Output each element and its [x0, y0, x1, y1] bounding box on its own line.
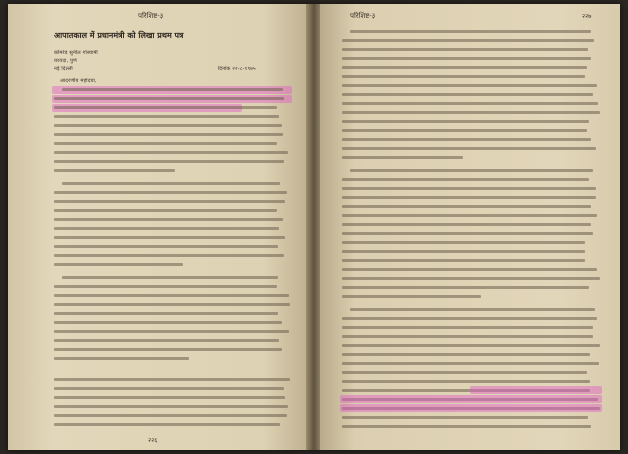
right-page — [320, 4, 620, 450]
text-line — [54, 254, 284, 257]
right-running-head: परिशिष्ट-३ — [350, 12, 376, 20]
text-line — [54, 378, 290, 381]
text-line — [54, 294, 289, 297]
text-line — [54, 405, 288, 408]
text-line — [342, 196, 596, 199]
text-line — [342, 223, 591, 226]
text-line — [54, 330, 289, 333]
text-line — [54, 191, 287, 194]
text-line — [62, 276, 278, 279]
left-page-number: २२६ — [148, 437, 158, 444]
text-line — [54, 423, 280, 426]
text-line — [342, 353, 590, 356]
text-line — [54, 133, 283, 136]
text-line — [62, 88, 283, 91]
text-line — [54, 303, 290, 306]
text-line — [342, 241, 585, 244]
text-line — [342, 286, 589, 289]
text-line — [342, 178, 589, 181]
chapter-title: आपातकाल में प्रधानमंत्री को लिखा प्रथम पत्र — [54, 30, 184, 40]
text-line — [342, 102, 598, 105]
text-line — [342, 344, 600, 347]
text-line — [54, 263, 183, 266]
text-line — [342, 250, 585, 253]
text-line — [342, 416, 588, 419]
text-line — [342, 326, 593, 329]
text-line — [54, 236, 285, 239]
date-line: दिनांक २२-८-१९७५ — [218, 66, 256, 72]
book-spread — [8, 4, 620, 450]
highlighted-passage — [470, 386, 602, 394]
text-line — [54, 312, 278, 315]
text-line — [54, 142, 277, 145]
text-line — [54, 124, 282, 127]
text-line — [342, 317, 597, 320]
left-running-head: परिशिष्ट-३ — [138, 12, 164, 20]
text-line — [54, 357, 189, 360]
text-line — [54, 227, 279, 230]
text-line — [350, 308, 595, 311]
text-line — [54, 387, 284, 390]
text-line — [54, 348, 282, 351]
text-line — [54, 106, 277, 109]
text-line — [342, 268, 597, 271]
text-line — [54, 209, 277, 212]
text-line — [342, 295, 481, 298]
text-line — [342, 371, 587, 374]
text-line — [342, 205, 591, 208]
text-line — [54, 245, 278, 248]
highlighted-passage — [340, 395, 602, 403]
text-line — [342, 156, 463, 159]
text-line — [342, 48, 588, 51]
right-page-number: २२७ — [582, 13, 592, 20]
text-line — [342, 147, 596, 150]
text-line — [54, 396, 285, 399]
text-line — [54, 339, 279, 342]
highlighted-passage — [340, 404, 602, 412]
text-line — [54, 160, 284, 163]
text-line — [342, 39, 594, 42]
text-line — [342, 187, 596, 190]
text-line — [342, 120, 589, 123]
text-line — [62, 182, 280, 185]
text-line — [342, 93, 593, 96]
sender-name: कॉमरेड सुनील गोस्वामी — [54, 50, 98, 56]
text-line — [54, 285, 277, 288]
text-line — [54, 414, 287, 417]
text-line — [342, 57, 591, 60]
text-line — [342, 232, 593, 235]
text-line — [342, 362, 599, 365]
salutation: आदरणीय महोदया, — [60, 78, 97, 84]
text-line — [342, 111, 600, 114]
text-line — [350, 169, 593, 172]
text-line — [350, 30, 591, 33]
text-line — [54, 115, 279, 118]
text-line — [342, 277, 600, 280]
text-line — [54, 97, 284, 100]
text-line — [342, 259, 585, 262]
text-line — [54, 169, 175, 172]
text-line — [342, 380, 590, 383]
text-line — [342, 214, 597, 217]
text-line — [54, 218, 283, 221]
text-line — [54, 151, 288, 154]
text-line — [342, 129, 587, 132]
text-line — [342, 75, 585, 78]
text-line — [342, 84, 597, 87]
text-line — [342, 335, 593, 338]
left-page — [8, 4, 308, 450]
text-line — [342, 425, 591, 428]
text-line — [342, 66, 587, 69]
sender-address: यरवदा, पुणे — [54, 58, 77, 64]
text-line — [54, 200, 285, 203]
text-line — [342, 138, 591, 141]
text-line — [54, 321, 282, 324]
sender-city: नई दिल्ली — [54, 66, 73, 72]
